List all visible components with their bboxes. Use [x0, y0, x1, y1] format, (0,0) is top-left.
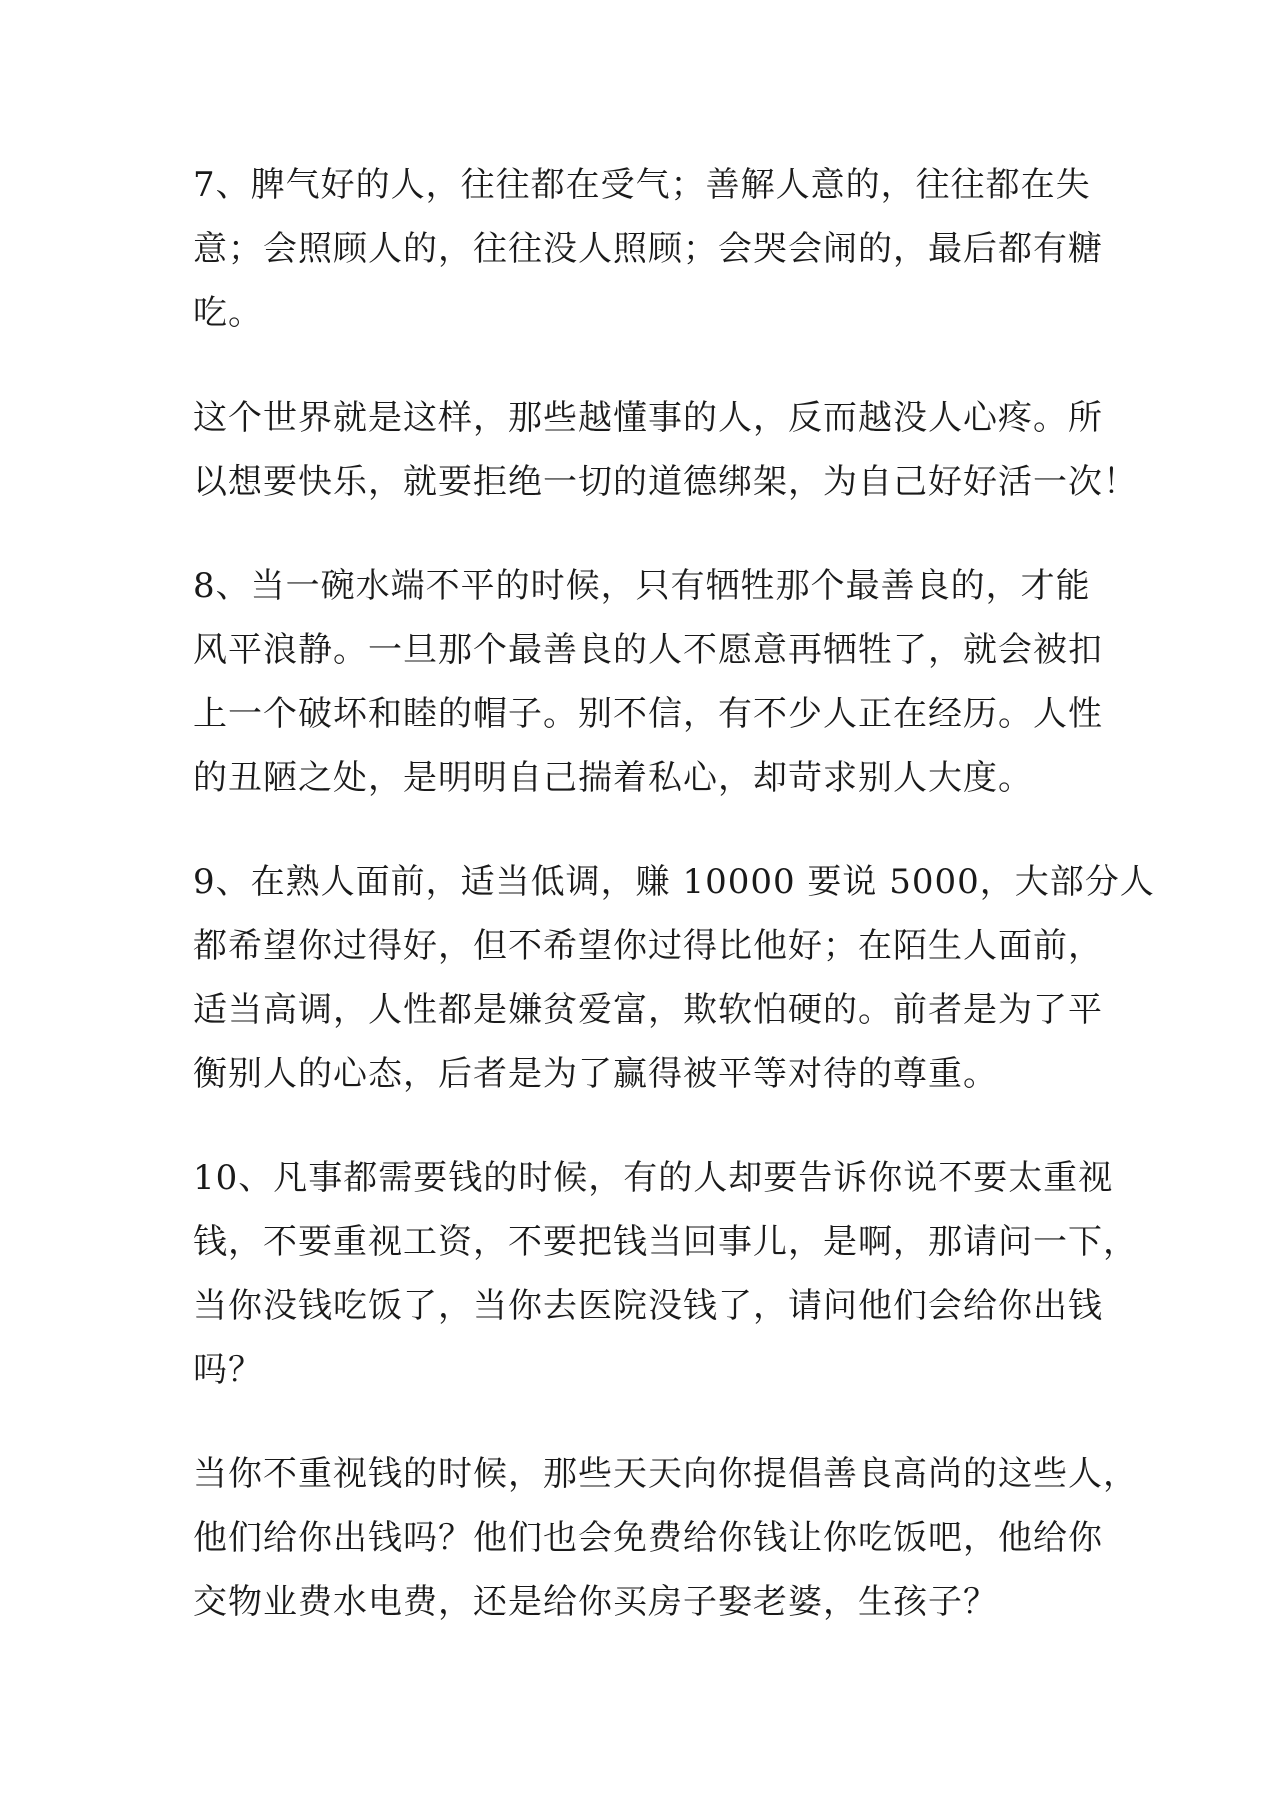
- paragraph-1-line-3: 吃。: [193, 293, 263, 333]
- paragraph-5-line-2: 钱，不要重视工资，不要把钱当回事儿，是啊，那请问一下，: [193, 1222, 1138, 1262]
- paragraph-3-line-2: 风平浪静。一旦那个最善良的人不愿意再牺牲了，就会被扣: [193, 630, 1103, 670]
- paragraph-6-line-2: 他们给你出钱吗？他们也会免费给你钱让你吃饭吧，他给你: [193, 1518, 1103, 1558]
- paragraph-6-line-3: 交物业费水电费，还是给你买房子娶老婆，生孩子？: [193, 1582, 998, 1622]
- paragraph-6-line-1: 当你不重视钱的时候，那些天天向你提倡善良高尚的这些人，: [193, 1454, 1138, 1494]
- paragraph-3-line-3: 上一个破坏和睦的帽子。别不信，有不少人正在经历。人性: [193, 694, 1103, 734]
- paragraph-4-line-1: 9、在熟人面前，适当低调，赚 10000 要说 5000，大部分人: [193, 862, 1155, 902]
- paragraph-1-line-2: 意；会照顾人的，往往没人照顾；会哭会闹的，最后都有糖: [193, 229, 1103, 269]
- paragraph-4-line-4: 衡别人的心态，后者是为了赢得被平等对待的尊重。: [193, 1054, 998, 1094]
- paragraph-5-line-3: 当你没钱吃饭了，当你去医院没钱了，请问他们会给你出钱: [193, 1286, 1103, 1326]
- paragraph-4-line-3: 适当高调，人性都是嫌贫爱富，欺软怕硬的。前者是为了平: [193, 990, 1103, 1030]
- paragraph-1-line-1: 7、脾气好的人，往往都在受气；善解人意的，往往都在失: [193, 165, 1091, 205]
- paragraph-5-line-4: 吗？: [193, 1350, 263, 1390]
- paragraph-4-line-2: 都希望你过得好，但不希望你过得比他好；在陌生人面前，: [193, 926, 1103, 966]
- paragraph-5-line-1: 10、凡事都需要钱的时候，有的人却要告诉你说不要太重视: [193, 1158, 1114, 1198]
- paragraph-3-line-4: 的丑陋之处，是明明自己揣着私心，却苛求别人大度。: [193, 758, 1033, 798]
- paragraph-3-line-1: 8、当一碗水端不平的时候，只有牺牲那个最善良的，才能: [193, 566, 1091, 606]
- paragraph-2-line-2: 以想要快乐，就要拒绝一切的道德绑架，为自己好好活一次！: [193, 462, 1138, 502]
- paragraph-2-line-1: 这个世界就是这样，那些越懂事的人，反而越没人心疼。所: [193, 398, 1103, 438]
